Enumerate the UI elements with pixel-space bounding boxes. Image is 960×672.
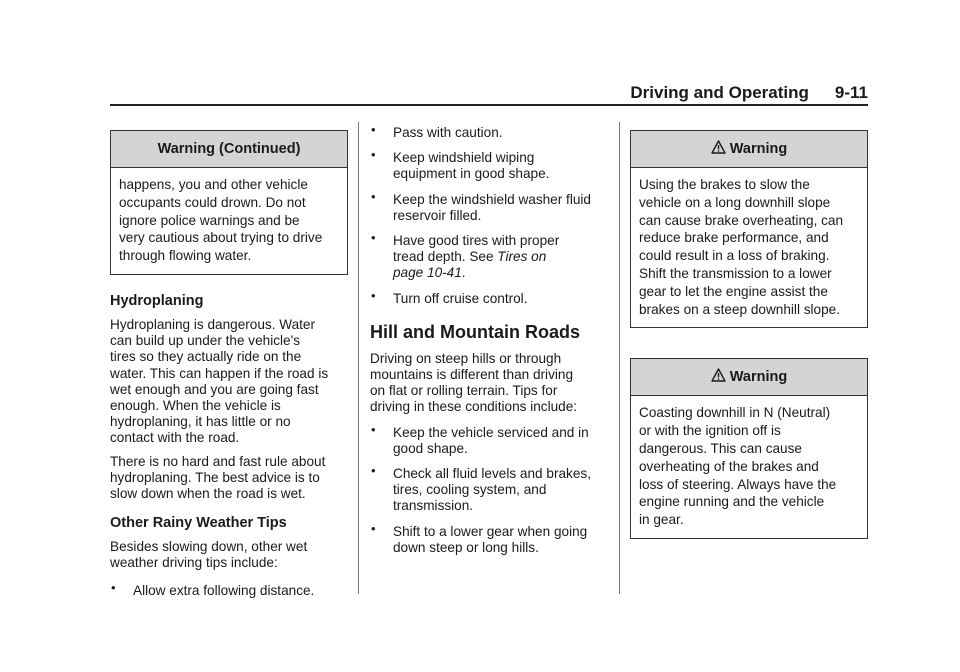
list-item-text bbox=[393, 265, 610, 281]
bullet-icon: • bbox=[371, 421, 376, 437]
warning-body bbox=[631, 168, 867, 327]
column-divider-1 bbox=[358, 122, 359, 594]
hill-mountain-intro bbox=[370, 351, 610, 416]
list-item bbox=[370, 147, 610, 182]
warning-body bbox=[631, 396, 867, 538]
text-line: There is no hard and fast rule about bbox=[110, 453, 326, 469]
text-line: enough. When the vehicle is bbox=[110, 398, 281, 413]
text-line: water. This can happen if the road is bbox=[110, 365, 329, 381]
list-item-text: equipment in good shape. bbox=[393, 166, 550, 182]
warning-title: Warning bbox=[729, 369, 788, 386]
text-line: tires so they actually ride on the bbox=[110, 349, 302, 365]
warning-brakes-box bbox=[630, 130, 868, 328]
text-run: tread depth. See bbox=[393, 249, 498, 265]
text-line: very cautious about trying to drive bbox=[119, 230, 323, 246]
text-line: wet enough and you are going fast bbox=[110, 381, 319, 397]
warning-continued-box bbox=[110, 130, 348, 275]
text-line: contact with the road. bbox=[110, 430, 240, 446]
text-line: loss of steering. Always have the bbox=[639, 476, 837, 492]
list-item-text: Turn off cruise control. bbox=[393, 290, 528, 306]
text-line: driving in these conditions include: bbox=[370, 399, 578, 415]
text-line: reduce brake performance, and bbox=[639, 230, 829, 246]
list-item-text: Pass with caution. bbox=[393, 125, 503, 140]
list-item bbox=[370, 287, 610, 307]
text-line: ignore police warnings and be bbox=[119, 212, 300, 228]
warning-header bbox=[631, 131, 867, 168]
bullet-icon: • bbox=[371, 188, 376, 204]
list-item bbox=[370, 188, 610, 224]
text-line: Shift the transmission to a lower bbox=[639, 265, 832, 281]
text-line: can build up under the vehicle's bbox=[110, 333, 301, 349]
warning-triangle-icon bbox=[711, 368, 726, 382]
hydroplaning-paragraph-2 bbox=[110, 454, 348, 503]
list-item-text: down steep or long hills. bbox=[393, 539, 539, 555]
text-line: vehicle on a long downhill slope bbox=[639, 194, 831, 210]
cross-reference-link[interactable]: Tires on bbox=[497, 249, 547, 265]
text-line: gear to let the engine assist the bbox=[639, 283, 828, 299]
column-2 bbox=[370, 122, 610, 556]
text-line: hydroplaning, it has little or no bbox=[110, 414, 291, 430]
text-line: through flowing water. bbox=[119, 248, 252, 264]
text-line: brakes on a steep downhill slope. bbox=[639, 301, 841, 317]
text-line: Besides slowing down, other wet bbox=[110, 539, 308, 555]
list-item bbox=[110, 579, 348, 599]
text-line: weather driving tips include: bbox=[110, 555, 278, 571]
text-line: overheating of the brakes and bbox=[639, 458, 819, 474]
warning-title: Warning (Continued) bbox=[111, 131, 347, 168]
warning-title: Warning bbox=[729, 141, 788, 157]
list-item bbox=[370, 463, 610, 515]
bullet-icon: • bbox=[371, 122, 376, 137]
header-rule bbox=[110, 104, 868, 106]
rainy-tips-heading: Other Rainy Weather Tips bbox=[110, 515, 287, 532]
column-3 bbox=[630, 122, 868, 539]
list-item-text: tires, cooling system, and bbox=[393, 482, 547, 498]
hill-mountain-heading: Hill and Mountain Roads bbox=[370, 321, 580, 342]
list-item-text: Have good tires with proper bbox=[393, 233, 560, 249]
list-item-text: good shape. bbox=[393, 440, 468, 456]
text-line: hydroplaning. The best advice is to bbox=[110, 469, 320, 485]
list-item-text: Check all fluid levels and brakes, bbox=[393, 466, 591, 482]
text-line: in gear. bbox=[639, 512, 684, 528]
list-item-text: Allow extra following distance. bbox=[133, 582, 315, 598]
column-1 bbox=[110, 122, 348, 599]
warning-triangle-icon bbox=[711, 140, 726, 154]
list-item-text: Shift to a lower gear when going bbox=[393, 523, 588, 539]
text-line: mountains is different than driving bbox=[370, 367, 574, 383]
text-line: Driving on steep hills or through bbox=[370, 350, 562, 366]
bullet-icon: • bbox=[371, 520, 376, 536]
warning-header bbox=[631, 359, 867, 396]
text-line: Coasting downhill in N (Neutral) bbox=[639, 405, 831, 421]
list-item-text: reservoir filled. bbox=[393, 207, 482, 223]
text-line: or with the ignition off is bbox=[639, 423, 781, 439]
text-line: slow down when the road is wet. bbox=[110, 486, 306, 502]
text-line: happens, you and other vehicle bbox=[119, 177, 308, 192]
list-item-text: Keep the windshield washer fluid bbox=[393, 191, 591, 207]
rainy-tips-intro bbox=[110, 539, 348, 571]
list-item-text bbox=[393, 249, 610, 265]
text-line: occupants could drown. Do not bbox=[119, 194, 306, 210]
page-header bbox=[110, 80, 868, 106]
list-item bbox=[370, 122, 610, 141]
warning-body bbox=[111, 168, 347, 274]
text-line: could result in a loss of braking. bbox=[639, 248, 830, 264]
list-item-text: Keep the vehicle serviced and in bbox=[393, 424, 589, 440]
rainy-tips-list-continued bbox=[370, 122, 610, 307]
column-divider-2 bbox=[619, 122, 620, 594]
list-item-text: transmission. bbox=[393, 498, 474, 514]
page-number: 9-11 bbox=[834, 83, 868, 102]
list-item bbox=[370, 230, 610, 282]
section-title: Driving and Operating bbox=[630, 83, 809, 102]
hill-tips-list bbox=[370, 421, 610, 556]
text-line: engine running and the vehicle bbox=[639, 494, 825, 510]
bullet-icon: • bbox=[371, 287, 376, 303]
cross-reference-link[interactable]: page 10-41 bbox=[393, 265, 462, 281]
hydroplaning-paragraph-1 bbox=[110, 317, 348, 447]
list-item-text: Keep windshield wiping bbox=[393, 150, 535, 166]
warning-coasting-box bbox=[630, 358, 868, 539]
text-line: can cause brake overheating, can bbox=[639, 212, 844, 228]
bullet-icon: • bbox=[371, 463, 376, 479]
list-item bbox=[370, 520, 610, 556]
list-item bbox=[370, 421, 610, 457]
bullet-icon: • bbox=[371, 147, 376, 163]
bullet-icon: • bbox=[371, 230, 376, 246]
text-line: on flat or rolling terrain. Tips for bbox=[370, 383, 558, 399]
rainy-tips-list bbox=[110, 579, 348, 599]
hydroplaning-heading: Hydroplaning bbox=[110, 292, 204, 309]
text-line: Using the brakes to slow the bbox=[639, 177, 810, 192]
text-run: . bbox=[461, 265, 466, 281]
bullet-icon: • bbox=[111, 579, 116, 595]
text-line: Hydroplaning is dangerous. Water bbox=[110, 316, 316, 332]
text-line: dangerous. This can cause bbox=[639, 440, 802, 456]
